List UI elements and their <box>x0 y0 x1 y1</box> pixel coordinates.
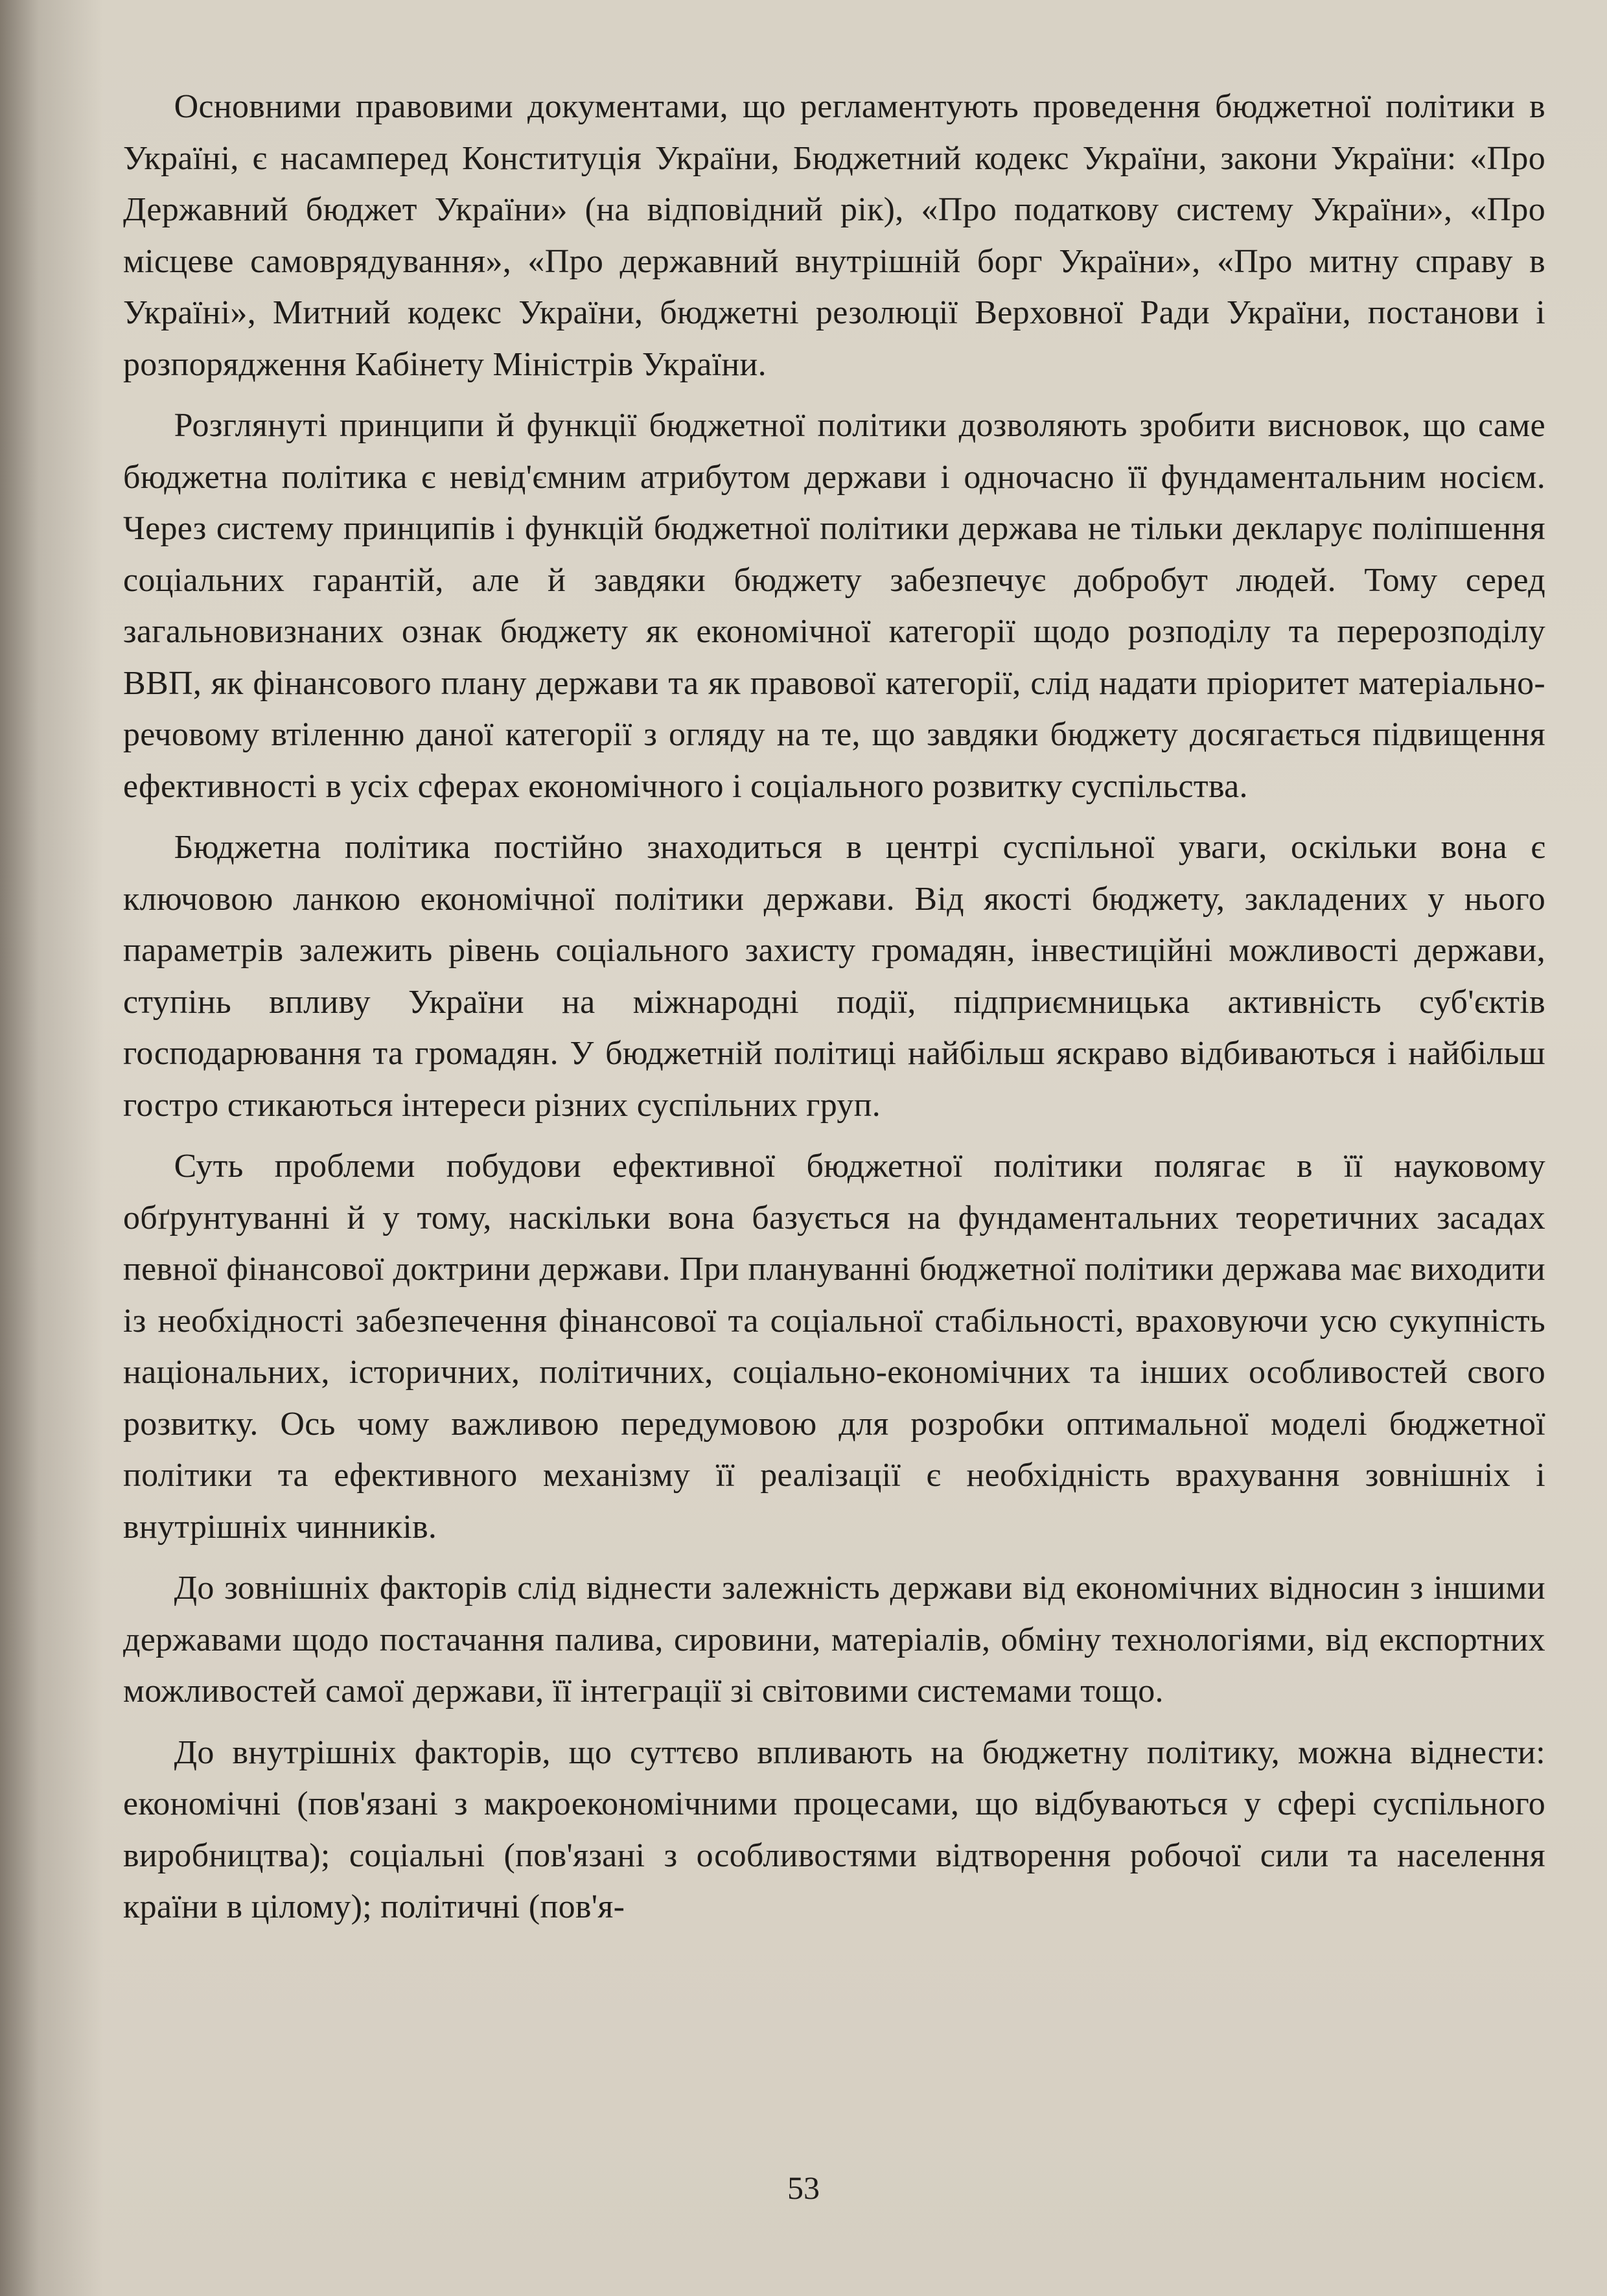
paragraph-1-text: Основними правовими документами, що регламентують проведення бюджетної політики в Україні, є насамперед Конституція України, Бюджетний кодекс України, закони України: «Про Державний бюджет України» (на відповідний рік), «Про податкову систему України», «Про місцеве самоврядування», «Про державний внутрішній борг України», «Про митну справу в Україні», Митний кодекс України, бюджетні резолюції Верховної Ради України, постанови і розпорядження Кабінету Міністрів України. <box>123 88 1545 383</box>
body-text <box>123 81 1545 1943</box>
paragraph-5-text: До зовнішніх факторів слід віднести залежність держави від економічних відносин з іншими державами щодо постачання палива, сировини, матеріалів, обміну технологіями, від експортних можливостей самої держави, її інтеграції зі світовими системами тощо. <box>123 1570 1545 1710</box>
paragraph-3 <box>123 822 1545 1131</box>
paragraph-2 <box>123 400 1545 812</box>
paragraph-2-text: Розглянуті принципи й функції бюджетної політики дозволяють зробити висновок, що саме бюджетна політика є невід'ємним атрибутом держави і одночасно її фундаментальним носієм. Через систему принципів і функцій бюджетної політики держава не тільки декларує поліпшення соціальних гарантій, але й завдяки бюджету забезпечує добробут людей. Тому серед загальновизнаних ознак бюджету як економічної категорії щодо розподілу та перерозподілу ВВП, як фінансового плану держави та як правової категорії, слід надати пріоритет матеріально-речовому втіленню даної категорії з огляду на те, що завдяки бюджету досягається підвищення ефективності в усіх сферах економічного і соціального розвитку суспільства. <box>123 407 1545 805</box>
paragraph-3-text: Бюджетна політика постійно знаходиться в центрі суспільної уваги, оскільки вона є ключовою ланкою економічної політики держави. Від якості бюджету, закладених у нього параметрів залежить рівень соціального захисту громадян, інвестиційні можливості держави, ступінь впливу України на міжнародні події, підприємницька активність суб'єктів господарювання та громадян. У бюджетній політиці найбільш яскраво відбиваються і найбільш гостро стикаються інтереси різних суспільних груп. <box>123 829 1545 1124</box>
paragraph-4 <box>123 1141 1545 1553</box>
paragraph-6 <box>123 1727 1545 1933</box>
paragraph-5 <box>123 1562 1545 1717</box>
paragraph-6-text: До внутрішніх факторів, що суттєво впливають на бюджетну політику, можна віднести: економічні (пов'язані з макроекономічними процесами, що відбуваються у сфері суспільного виробництва); соціальні (пов'язані з особливостями відтворення робочої сили та населення країни в цілому); політичні (пов'я- <box>123 1734 1545 1925</box>
paragraph-1 <box>123 81 1545 390</box>
page-number: 53 <box>787 2170 820 2206</box>
paragraph-4-text: Суть проблеми побудови ефективної бюджетної політики полягає в її науковому обґрунтуванні й у тому, наскільки вона базується на фундаментальних теоретичних засадах певної фінансової доктрини держави. При плануванні бюджетної політики держава має виходити із необхідності забезпечення фінансової та соціальної стабільності, враховуючи усю сукупність національних, історичних, політичних, соціально-економічних та інших особливостей свого розвитку. Ось чому важливою передумовою для розробки оптимальної моделі бюджетної політики та ефективного механізму її реалізації є необхідність врахування зовнішніх і внутрішніх чинників. <box>123 1148 1545 1546</box>
